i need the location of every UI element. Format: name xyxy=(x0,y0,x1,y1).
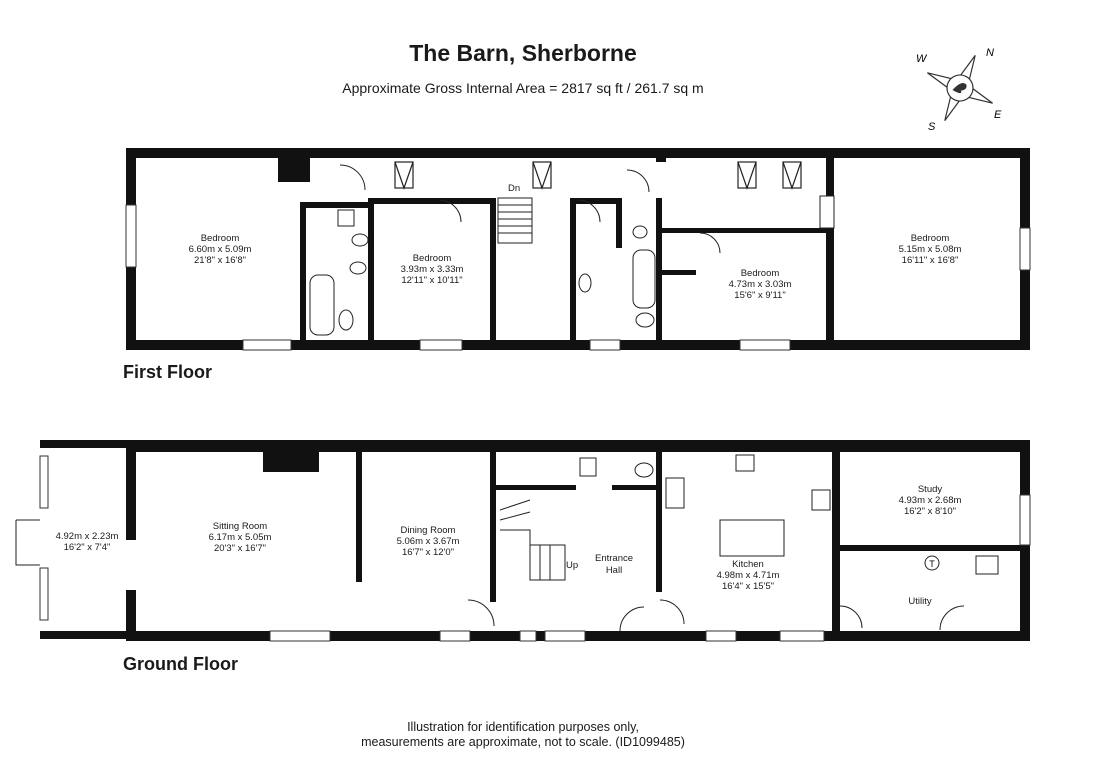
compass-s: S xyxy=(928,121,936,133)
compass-e: E xyxy=(994,109,1002,121)
footer-disclaimer-line-1: Illustration for identification purposes only, xyxy=(407,720,639,734)
plan-title: The Barn, Sherborne xyxy=(409,40,637,66)
room-label-gf-conservatory: 4.92m x 2.23m 16'2" x 7'4" xyxy=(55,531,119,553)
room-label-gf-dining-room: Dining Room 5.06m x 3.67m 16'7" x 12'0" xyxy=(396,525,460,558)
room-label-ff-bedroom-1: Bedroom 6.60m x 5.09m 21'8" x 16'8" xyxy=(188,233,252,266)
footer-disclaimer-line-2: measurements are approximate, not to scale. (ID1099485) xyxy=(361,735,685,749)
gross-area-subtitle: Approximate Gross Internal Area = 2817 sq ft / 261.7 sq m xyxy=(342,80,704,96)
room-label-ff-bedroom-2: Bedroom 3.93m x 3.33m 12'11" x 10'11" xyxy=(400,253,464,286)
room-label-gf-utility: Utility xyxy=(908,596,932,607)
room-label-ff-bedroom-4: Bedroom 5.15m x 5.08m 16'11" x 16'8" xyxy=(898,233,962,266)
boiler-symbol xyxy=(925,556,939,570)
room-label-gf-sitting-room: Sitting Room 6.17m x 5.05m 20'3" x 16'7" xyxy=(208,521,272,554)
compass-n: N xyxy=(986,47,994,59)
stair-up-label: Up xyxy=(566,560,579,571)
first-floor-label: First Floor xyxy=(123,362,212,382)
room-label-gf-kitchen: Kitchen 4.98m x 4.71m 16'4" x 15'5" xyxy=(716,559,780,592)
compass-w: W xyxy=(916,53,927,65)
ground-floor-label: Ground Floor xyxy=(123,654,238,674)
stair-dn-label: Dn xyxy=(508,183,521,194)
room-label-gf-study: Study 4.93m x 2.68m 16'2" x 8'10" xyxy=(898,484,962,517)
room-label-gf-entrance-hall: Entrance Hall xyxy=(594,553,634,576)
svg-text:T: T xyxy=(929,559,935,569)
room-label-ff-bedroom-3: Bedroom 4.73m x 3.03m 15'6" x 9'11" xyxy=(728,268,792,301)
